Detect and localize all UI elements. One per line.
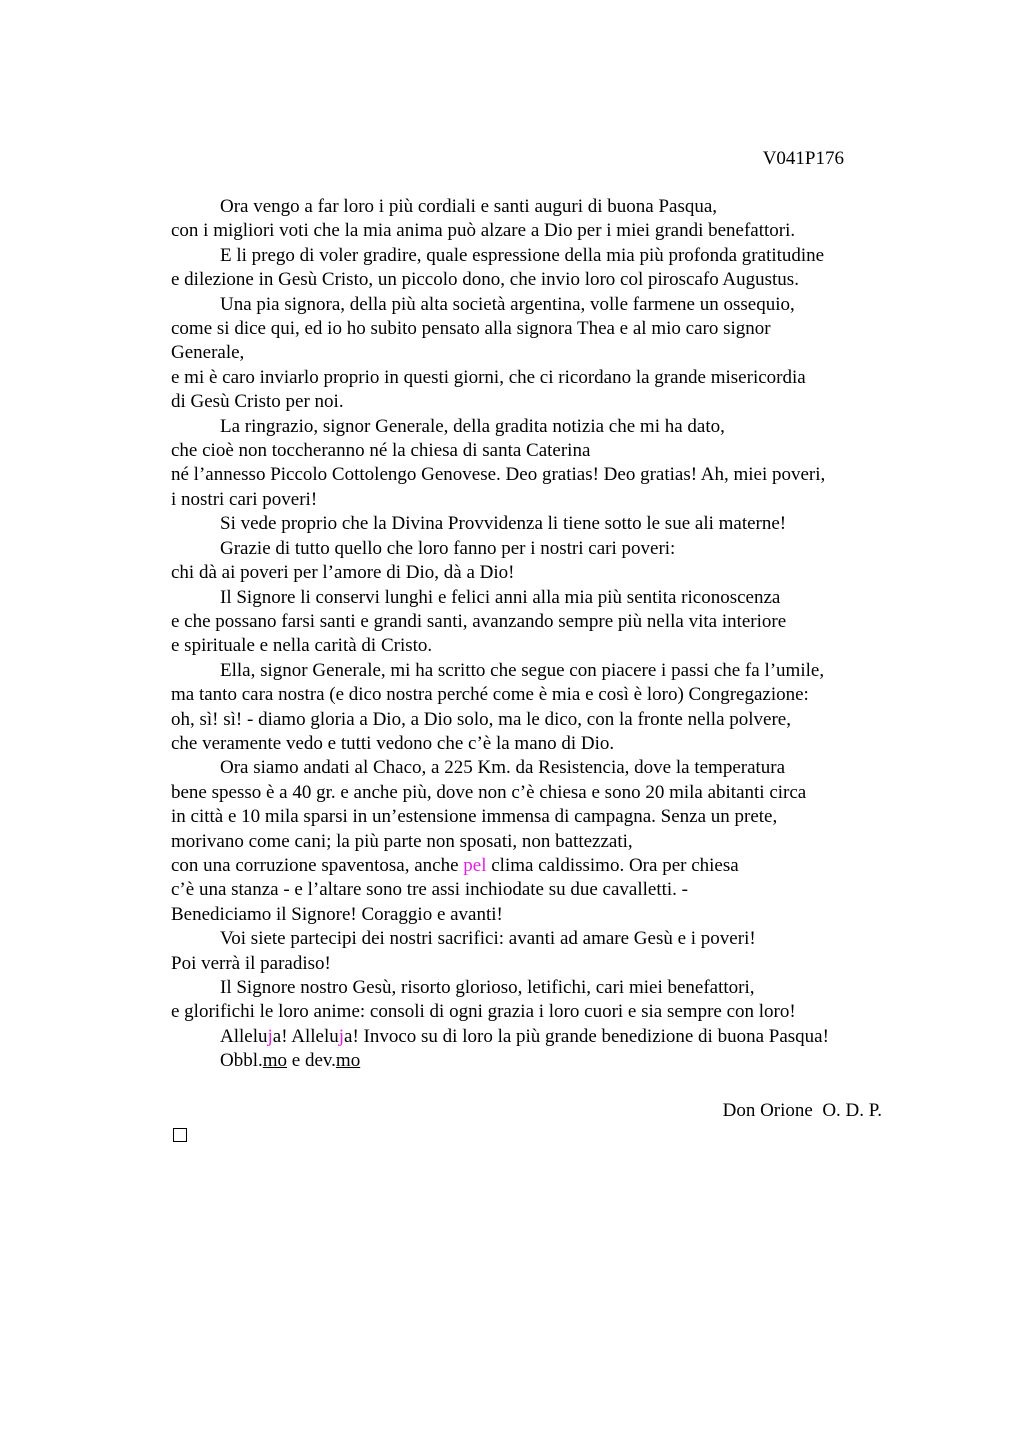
page-identifier: V041P176 xyxy=(762,148,844,169)
underlined-abbreviation: mo xyxy=(335,1050,361,1072)
letter-line: i nostri cari poveri! xyxy=(171,488,318,510)
letter-line xyxy=(171,854,891,878)
letter-line: Una pia signora, della più alta società argentina, volle farmene un ossequio, xyxy=(220,293,795,315)
letter-line: E li prego di voler gradire, quale espressione della mia più profonda gratitudine xyxy=(220,244,825,266)
letter-line: e mi è caro inviarlo proprio in questi giorni, che ci ricordano la grande misericordia xyxy=(171,366,806,388)
letter-line: Il Signore nostro Gesù, risorto glorioso, letifichi, cari miei benefattori, xyxy=(220,977,755,998)
end-marker-box xyxy=(173,1128,187,1142)
highlighted-letter: j xyxy=(338,1025,345,1047)
letter-line: e dilezione in Gesù Cristo, un piccolo dono, che invio loro col piroscafo Augustus. xyxy=(171,269,799,291)
letter-line: Ora vengo a far loro i più cordiali e santi auguri di buona Pasqua, xyxy=(220,196,718,217)
letter-line: Si vede proprio che la Divina Provvidenza li tiene sotto le sue ali materne! xyxy=(220,513,787,535)
text-segment: clima caldissimo. Ora per chiesa xyxy=(486,854,739,876)
letter-line: Ella, signor Generale, mi ha scritto che segue con piacere i passi che fa l’umile, xyxy=(220,659,825,681)
closing-line xyxy=(171,1049,891,1073)
highlighted-word: pel xyxy=(463,854,487,876)
letter-line xyxy=(171,1025,891,1049)
highlighted-letter: j xyxy=(267,1025,273,1047)
text-segment: con una corruzione spaventosa, anche xyxy=(171,854,464,876)
letter-line: Il Signore li conservi lunghi e felici anni alla mia più sentita riconoscenza xyxy=(220,586,781,608)
letter-line: che cioè non toccheranno né la chiesa di santa Caterina xyxy=(171,440,591,462)
letter-line: c’è una stanza - e l’altare sono tre assi inchiodate su due cavalletti. - xyxy=(171,879,688,901)
text-segment: a! Invoco su di loro la più grande benedizione di buona Pasqua! xyxy=(344,1025,829,1047)
letter-line: Benediciamo il Signore! Coraggio e avanti! xyxy=(171,903,503,925)
letter-line: di Gesù Cristo per noi. xyxy=(171,391,344,413)
underlined-abbreviation: mo xyxy=(262,1050,288,1072)
letter-line: morivano come cani; la più parte non sposati, non battezzati, xyxy=(171,830,633,852)
text-segment: a! Allelu xyxy=(272,1025,339,1047)
letter-line: come si dice qui, ed io ho subito pensato alla signora Thea e al mio caro signor xyxy=(171,318,771,340)
letter-line: né l’annesso Piccolo Cottolengo Genovese. Deo gratias! Deo gratias! Ah, miei poveri, xyxy=(171,464,826,486)
letter-line: e spirituale e nella carità di Cristo. xyxy=(171,635,433,657)
letter-line: Ora siamo andati al Chaco, a 225 Km. da Resistencia, dove la temperatura xyxy=(220,757,786,779)
letter-line: Grazie di tutto quello che loro fanno per i nostri cari poveri: xyxy=(220,537,676,559)
letter-line: che veramente vedo e tutti vedono che c’è la mano di Dio. xyxy=(171,732,615,754)
text-segment: e dev. xyxy=(287,1050,336,1072)
letter-line: in città e 10 mila sparsi in un’estensione immensa di campagna. Senza un prete, xyxy=(171,806,778,828)
letter-line: La ringrazio, signor Generale, della gradita notizia che mi ha dato, xyxy=(220,415,725,437)
letter-body xyxy=(171,195,891,1074)
letter-line: chi dà ai poveri per l’amore di Dio, dà a Dio! xyxy=(171,562,515,584)
letter-line: oh, sì! sì! - diamo gloria a Dio, a Dio solo, ma le dico, con la fronte nella polvere, xyxy=(171,708,791,730)
text-segment: Obbl. xyxy=(220,1050,263,1072)
letter-line: ma tanto cara nostra (e dico nostra perché come è mia e così è loro) Congregazione: xyxy=(171,684,809,706)
letter-line: e che possano farsi santi e grandi santi, avanzando sempre più nella vita interiore xyxy=(171,610,787,632)
signature: Don Orione O. D. P. xyxy=(722,1100,882,1121)
letter-line: Poi verrà il paradiso! xyxy=(171,952,331,974)
letter-line: e glorifichi le loro anime: consoli di ogni grazia i loro cuori e sia sempre con loro! xyxy=(171,1001,796,1023)
text-segment: Allelu xyxy=(220,1025,268,1047)
letter-line: bene spesso è a 40 gr. e anche più, dove non c’è chiesa e sono 20 mila abitanti circa xyxy=(171,781,807,803)
letter-line: con i migliori voti che la mia anima può alzare a Dio per i miei grandi benefattori. xyxy=(171,220,796,242)
letter-line: Generale, xyxy=(171,342,245,364)
letter-line: Voi siete partecipi dei nostri sacrifici: avanti ad amare Gesù e i poveri! xyxy=(220,928,756,950)
